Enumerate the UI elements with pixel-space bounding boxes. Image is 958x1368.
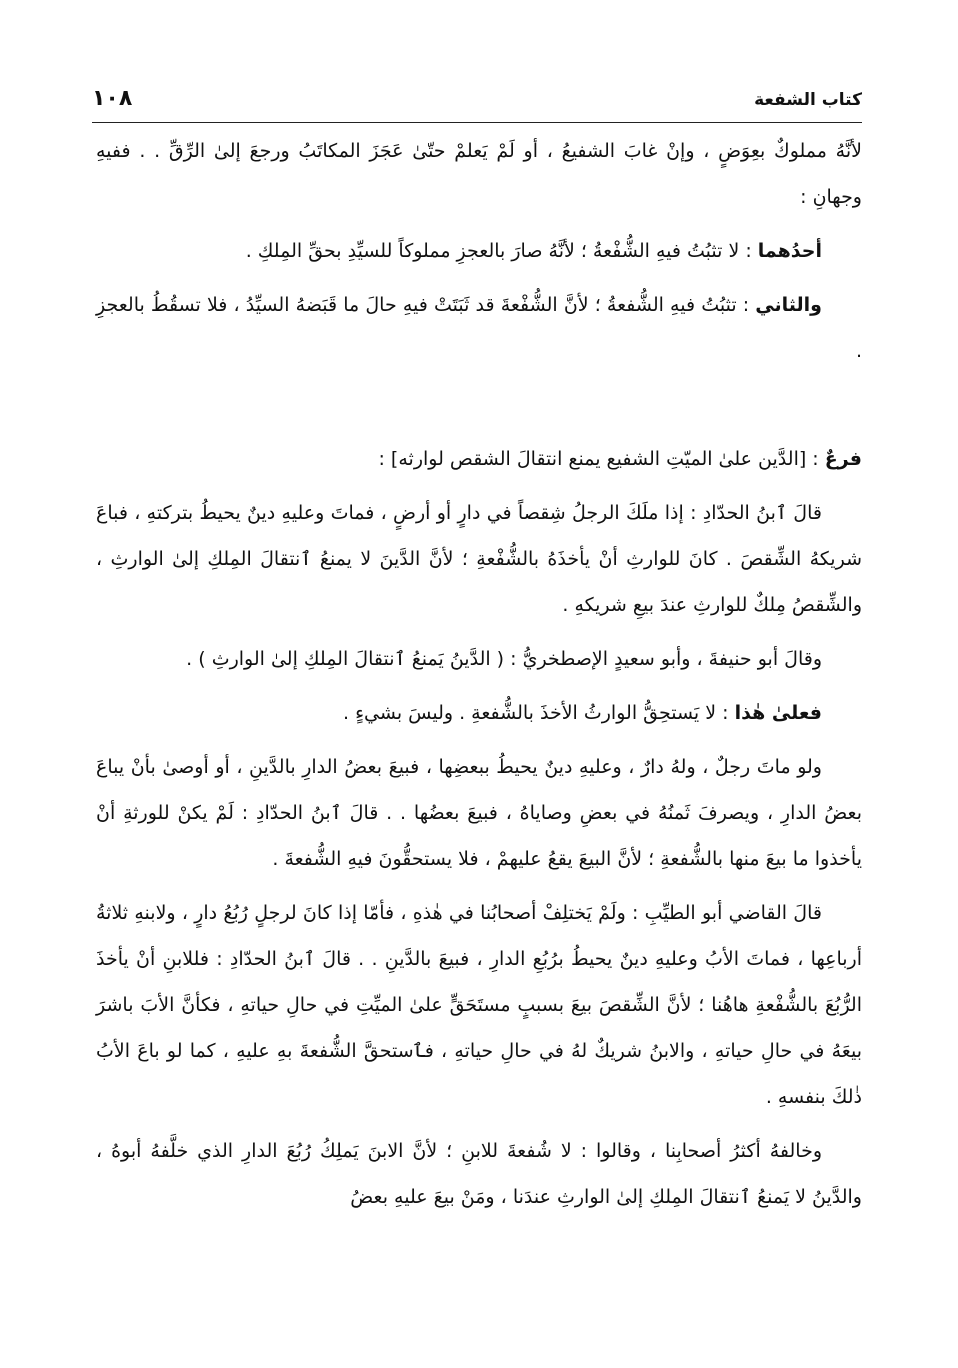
paragraph-qadi-abu-tayyib <box>96 890 862 1120</box>
section-heading-text: : [الدَّين علىٰ الميّتِ الشفيع يمنع انتقالَ الشقص لوارثه] : <box>378 448 825 470</box>
paragraph-text: : لا تثبُتُ فيهِ الشُّفْعةُ ؛ لأنَّهُ صارَ بالعجزِ مملوكاً للسيِّدِ بحقِّ المِلكِ . <box>245 240 758 262</box>
body-text <box>96 128 862 1228</box>
page-number: ١٠٨ <box>92 86 133 111</box>
paragraph-text: : لا يَستحِقُّ الوارثُ الأخذَ بالشُّفعةِ . وليسَ بشيءٍ . <box>343 702 735 724</box>
paragraph-abu-hanifa <box>96 636 862 682</box>
paragraph-text: ولو ماتَ رجلٌ ، ولهُ دارٌ ، وعليهِ دينٌ يحيطُ ببعضِها ، فبيعَ بعضُ الدارِ بالدَّينِ ، أو أوصىٰ بأنْ يباعَ بعضُ الدارِ ، ويصرفَ ثَمنُهُ في بعضِ وصاياهُ ، فبيعَ بعضُها . . قالَ ٱبنُ الحدّادِ : لَمْ يكنْ للورثةِ أنْ يأخذوا ما بيعَ منها بالشُّفعةِ ؛ لأنَّ البيعَ يقعُ عليهمْ ، فلا يستحقُّونَ فيهِ الشُّفعةَ . <box>96 756 862 870</box>
paragraph-text: : تثبُتُ فيهِ الشُّفعةُ ؛ لأنَّ الشُّفْعةَ قد ثَبَتَتْ فيهِ حالَ ما قَبَضهُ السيِّدُ ، فلا تسقُطُ بالعجزِ . <box>96 294 862 362</box>
paragraph-continuation <box>96 128 862 220</box>
paragraph-text: قالَ القاضي أبو الطيِّبِ : ولَمْ يَختلِفْ أصحابُنا في هٰذهِ ، فأمّا إذا كانَ لرجلٍ رُبُعُ دارٍ ، ولابنهِ ثلاثةُ أرباعِها ، فماتَ الأبُ وعليهِ دينٌ يحيطُ برُبُعِ الدارِ ، فبيعَ بالدَّينِ . . قالَ ٱبنُ الحدّادِ : فللابنِ أنْ يأخذَ الرُّبُعَ بالشُّفْعةِ هاهُنا ؛ لأنَّ الشِّقصَ بيعَ بسببٍ مستَحَقٍّ علىٰ الميِّتِ في حالِ حياتهِ ، فكأنَّ الأبَ باشرَ بيعَهُ في حالِ حياتهِ ، والابنُ شريكٌ لهُ في حالِ حياتهِ ، فٱستحقَّ الشُّفعةَ بهِ عليهِ ، كما لو باعَ الأبُ ذٰلكَ بنفسهِ . <box>96 902 862 1108</box>
paragraph-majority-view <box>96 1128 862 1220</box>
header-rule <box>92 122 862 123</box>
paragraph-second-view <box>96 282 862 374</box>
section-heading <box>96 436 862 482</box>
book-title: كتاب الشفعة <box>754 90 862 110</box>
running-head <box>92 86 862 120</box>
paragraph-ibn-haddad <box>96 490 862 628</box>
paragraph-lead: فعلىٰ هٰذا <box>734 702 822 724</box>
paragraph-case-death <box>96 744 862 882</box>
paragraph-consequence <box>96 690 862 736</box>
section-heading-lead: فرعٌ <box>824 448 862 470</box>
paragraph-lead: والثاني <box>755 294 822 316</box>
paragraph-text: وقالَ أبو حنيفةَ ، وأبو سعيدٍ الإصطخريُّ : ( الدَّينُ يَمنعُ ٱنتقالَ المِلكِ إلىٰ الوارثِ ) . <box>186 648 822 670</box>
paragraph-first-view <box>96 228 862 274</box>
paragraph-text: لأنَّهُ مملوكٌ بعِوَضٍ ، وإنْ غابَ الشفيعُ ، أو لَمْ يَعلمْ حتّىٰ عَجَزَ المكاتَبُ ورجعَ إلىٰ الرِّقِّ . . ففيهِ وجهانِ : <box>96 140 862 208</box>
paragraph-text: قالَ ٱبنُ الحدّادِ : إذا ملَكَ الرجلُ شِقصاً في دارٍ أو أرضٍ ، فماتَ وعليهِ دينٌ يحيطُ بتركتهِ ، فباعَ شريكهُ الشِّقصَ . كانَ للوارثِ أنْ يأخذَهُ بالشُّفْعةِ ؛ لأنَّ الدَّينَ لا يمنعُ ٱنتقالَ المِلكِ إلىٰ الوارثِ ، والشِّقصُ مِلكٌ للوارثِ عندَ بيعِ شريكهِ . <box>96 502 862 616</box>
paragraph-lead: أحدُهما <box>757 240 822 262</box>
paragraph-text: وخالفهُ أكثرُ أصحابِنا ، وقالوا : لا شُفعةَ للابنِ ؛ لأنَّ الابنَ يَملِكُ رُبُعَ الدارِ الذي خلَّفهُ أبوهُ ، والدَّينُ لا يَمنعُ ٱنتقالَ المِلكِ إلىٰ الوارثِ عندَنا ، ومَنْ بيعَ عليهِ بعضُ <box>96 1140 862 1208</box>
